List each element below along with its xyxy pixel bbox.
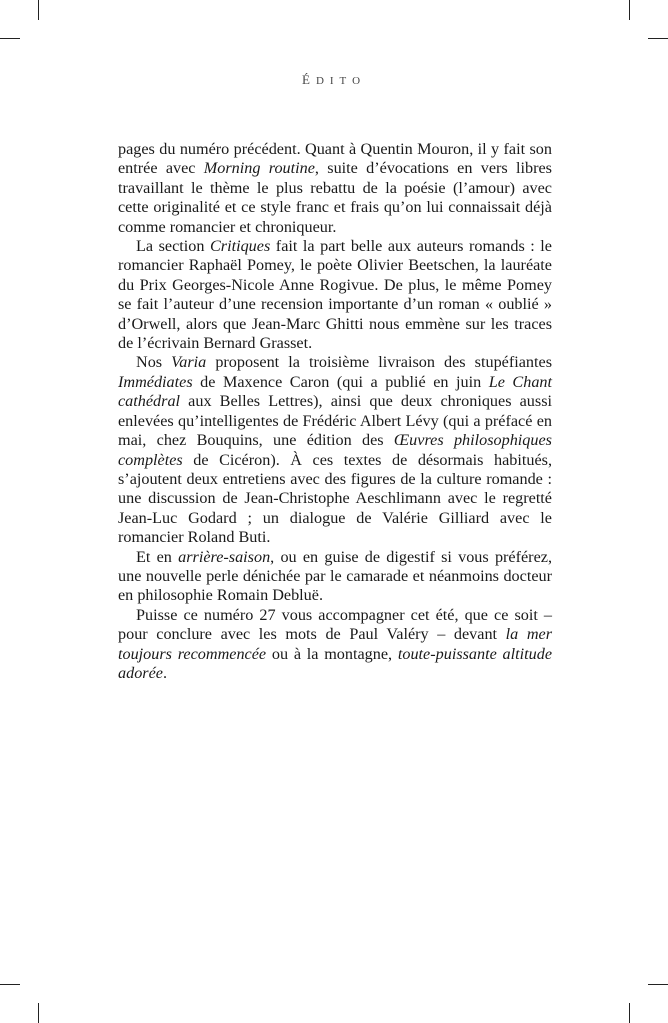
crop-mark [0, 38, 20, 39]
italic-segment: arrière-saison [178, 547, 271, 566]
text-segment: de Maxence Caron (qui a publié en juin [192, 372, 489, 391]
text-segment: aux Belles Lettres), ainsi que deux chroniques aussi enlevées qu’intelligentes de Frédéric Albert Lévy (qui a préfacé en mai, chez Bouquins, une édition des [118, 392, 552, 450]
text-segment: Puisse ce numéro 27 vous accompagner cet été, que ce soit – pour conclure avec les mots de Paul Valéry – devant [118, 605, 552, 644]
crop-mark [38, 1003, 39, 1023]
text-segment: , ou en guise de digestif si vous préférez, une nouvelle perle dénichée par le camarade et néanmoins docteur en philosophie Romain Debluë. [118, 547, 552, 605]
italic-segment: Varia [171, 353, 207, 372]
italic-segment: Immédiates [118, 372, 193, 391]
italic-segment: Le Chant cathédral [118, 372, 553, 411]
crop-mark [648, 984, 668, 985]
crop-mark [38, 0, 39, 20]
text-segment: Et en [136, 547, 179, 566]
italic-segment: toute-puissante altitude adorée [118, 644, 553, 682]
italic-segment: Œuvres philosophiques complètes [118, 431, 552, 469]
italic-segment: Morning routine [203, 159, 315, 178]
paragraph [118, 548, 552, 606]
text-segment: fait la part belle aux auteurs romands : le romancier Raphaël Pomey, le poète Olivier Beetschen, la lauréate du Prix Georges-Nicole Anne Rogivue. De plus, le même Pomey se fait l’auteur d’une recension importante d’un roman « oublié » d’Orwell, alors que Jean-Marc Ghitti nous emmène sur les traces de l’écrivain Bernard Grasset. [118, 237, 552, 353]
running-head [0, 72, 668, 88]
italic-segment: la mer toujours recommencée [118, 625, 552, 663]
text-segment: proposent la troisième livraison des stupéfiantes [206, 353, 552, 372]
paragraph [118, 140, 552, 237]
paragraph [118, 606, 552, 684]
text-segment: de Cicéron). À ces textes de désormais habitués, s’ajoutent deux entretiens avec des figures de la culture romande : une discussion de Jean-Christophe Aeschlimann avec le regretté Jean-Luc Godard ; un dialogue de Valérie Gilliard avec le romancier Roland Buti. [118, 450, 552, 547]
crop-mark [648, 38, 668, 39]
crop-mark [0, 984, 20, 985]
text-segment: , suite d’évocations en vers libres travaillant le thème le plus rebattu de la poésie (l’amour) avec cette originalité et ce style franc et frais qu’on lui connaissait déjà comme romancier et chroniqueur. [118, 159, 552, 236]
body-text [118, 140, 552, 683]
text-segment: ou à la montagne, [266, 644, 398, 663]
running-head-rest: DITO [315, 75, 367, 87]
text-segment: La section [136, 237, 210, 256]
crop-mark [629, 1003, 630, 1023]
paragraph [118, 353, 552, 547]
italic-segment: Critiques [210, 237, 271, 256]
text-segment: . [162, 663, 167, 682]
running-head-initial: É [301, 72, 316, 87]
paragraph [118, 237, 552, 353]
crop-mark [629, 0, 630, 20]
text-segment: Nos [136, 353, 172, 372]
text-segment: pages du numéro précédent. Quant à Quentin Mouron, il y fait son entrée avec [118, 140, 552, 178]
